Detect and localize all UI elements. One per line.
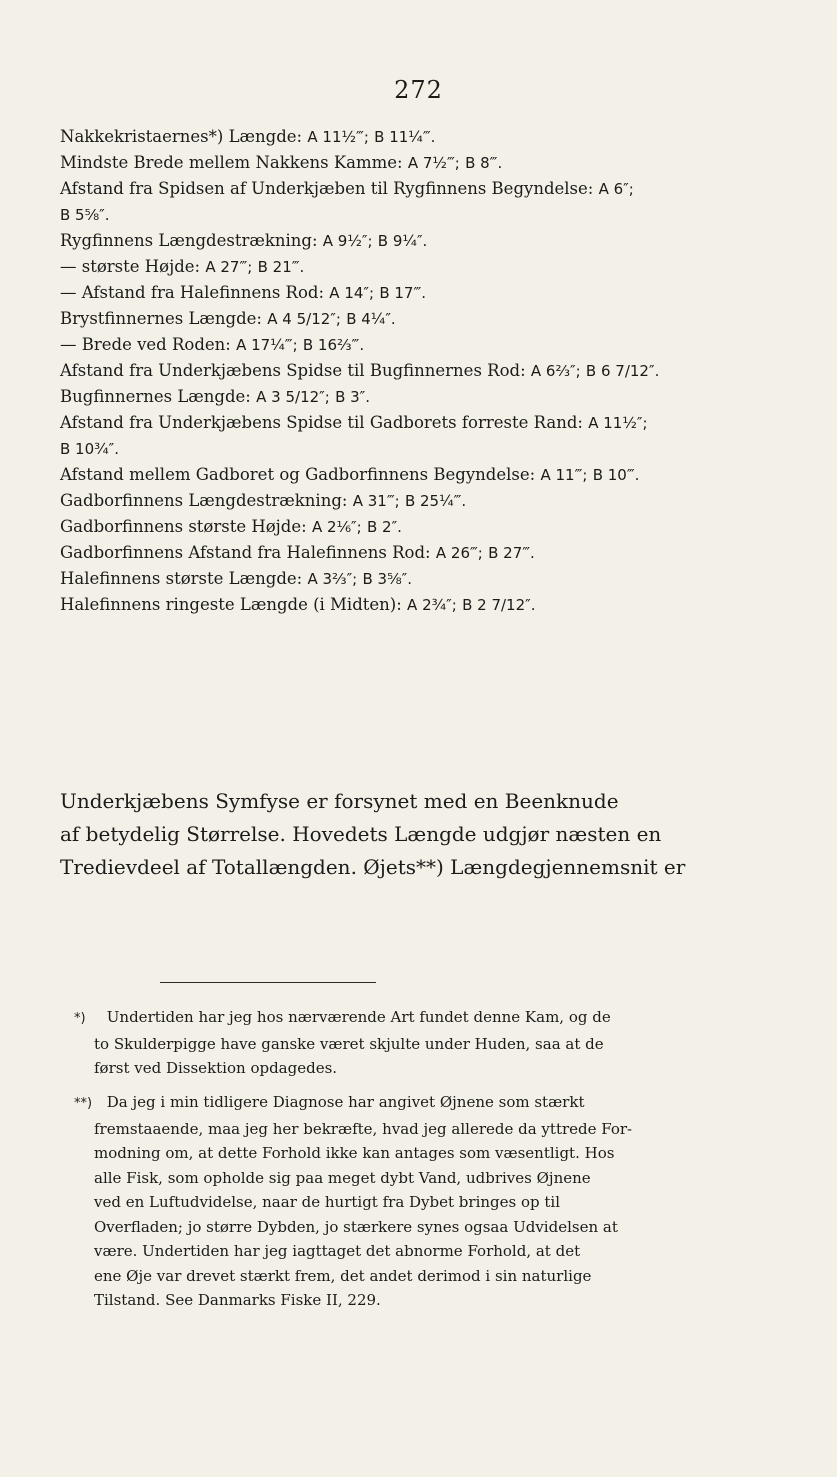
specimen-b-value: B 2″. bbox=[366, 518, 402, 536]
measurement-line bbox=[60, 514, 785, 540]
specimen-b-value: B 21‴. bbox=[257, 258, 305, 276]
measurement-line bbox=[60, 436, 785, 462]
specimen-a-value: A 11½″; bbox=[588, 414, 648, 432]
specimen-b-value: B 2 7/12″. bbox=[462, 596, 536, 614]
specimen-a-value: A 17¼‴; bbox=[236, 336, 298, 354]
specimen-a-value: A 3 5/12″; bbox=[256, 388, 330, 406]
specimen-b-value: B 16⅔‴. bbox=[302, 336, 365, 354]
measurement-label: Afstand fra Underkjæbens Spidse til Bugfinnernes Rod: bbox=[60, 361, 526, 380]
measurement-line bbox=[60, 358, 785, 384]
specimen-a-value: A 2⅙″; bbox=[311, 518, 362, 536]
specimen-b-value: B 6 7/12″. bbox=[585, 362, 660, 380]
measurement-line bbox=[60, 150, 785, 176]
specimen-b-value: B 25¼‴. bbox=[404, 492, 467, 510]
measurement-line bbox=[60, 280, 785, 306]
specimen-b-value: B 5⅝″. bbox=[60, 206, 110, 224]
specimen-b-value: B 11¼‴. bbox=[374, 128, 436, 146]
footnote-divider bbox=[160, 982, 376, 983]
specimen-b-value: B 3⅝″. bbox=[362, 570, 412, 588]
footnote-line: Da jeg i min tidligere Diagnose har angivet Øjnene som stærkt bbox=[106, 1093, 585, 1111]
specimen-a-value: A 3⅔″; bbox=[307, 570, 358, 588]
measurement-line bbox=[60, 566, 785, 592]
specimen-a-value: A 14″; bbox=[329, 284, 375, 302]
measurement-line bbox=[60, 488, 785, 514]
measurement-line bbox=[60, 410, 785, 436]
footnote-line: fremstaaende, maa jeg her bekræfte, hvad jeg allerede da yttrede For- bbox=[94, 1119, 633, 1138]
specimen-b-value: B 17‴. bbox=[379, 284, 427, 302]
measurement-line bbox=[60, 306, 785, 332]
measurements-list bbox=[60, 124, 785, 618]
footnote-line: være. Undertiden har jeg iagttaget det abnorme Forhold, at det bbox=[94, 1242, 581, 1260]
footnote-1 bbox=[74, 1005, 784, 1081]
measurement-line bbox=[60, 202, 785, 228]
specimen-a-value: A 31‴; bbox=[352, 492, 400, 510]
specimen-a-value: A 4 5/12″; bbox=[267, 310, 341, 328]
specimen-a-value: A 26‴; bbox=[435, 544, 483, 562]
measurement-label: Afstand fra Spidsen af Underkjæben til Rygfinnens Begyndelse: bbox=[60, 179, 594, 198]
footnote-line: Tilstand. See Danmarks Fiske II, 229. bbox=[94, 1291, 381, 1309]
footnote-line: modning om, at dette Forhold ikke kan antages som væsentligt. Hos bbox=[94, 1144, 615, 1162]
footnote-line: ene Øje var drevet stærkt frem, det andet derimod i sin naturlige bbox=[94, 1266, 592, 1285]
measurement-line bbox=[60, 228, 785, 254]
measurement-line bbox=[60, 462, 785, 488]
measurement-line bbox=[60, 384, 785, 410]
specimen-a-value: A 11‴; bbox=[540, 466, 588, 484]
measurement-label: Bugfinnernes Længde: bbox=[60, 387, 251, 406]
specimen-b-value: B 10‴. bbox=[592, 466, 640, 484]
measurement-label: — største Højde: bbox=[60, 257, 201, 276]
measurement-line bbox=[60, 332, 785, 358]
body-paragraph bbox=[60, 785, 785, 884]
measurement-label: Nakkekristaernes*) Længde: bbox=[60, 127, 303, 146]
measurement-label: Afstand fra Underkjæbens Spidse til Gadborets forreste Rand: bbox=[60, 413, 583, 432]
measurement-label: Gadborfinnens Afstand fra Halefinnens Rod: bbox=[60, 543, 431, 562]
measurement-label: — Brede ved Roden: bbox=[60, 335, 231, 354]
footnote-line: to Skulderpigge have ganske været skjulte under Huden, saa at de bbox=[94, 1034, 604, 1053]
body-line: af betydelig Størrelse. Hovedets Længde udgjør næsten en bbox=[60, 822, 662, 846]
measurement-line bbox=[60, 124, 785, 150]
measurement-label: Gadborfinnens Længdestrækning: bbox=[60, 491, 348, 510]
footnote-line: først ved Dissektion opdagedes. bbox=[94, 1059, 338, 1077]
measurement-line bbox=[60, 176, 785, 202]
measurement-label: Rygfinnens Længdestrækning: bbox=[60, 231, 318, 250]
specimen-b-value: B 4¼″. bbox=[346, 310, 396, 328]
specimen-a-value: A 27‴; bbox=[205, 258, 253, 276]
measurement-line bbox=[60, 254, 785, 280]
specimen-b-value: B 8‴. bbox=[465, 154, 503, 172]
footnote-line: alle Fisk, som opholde sig paa meget dybt Vand, udbrives Øjnene bbox=[94, 1168, 591, 1187]
measurement-label: Gadborfinnens største Højde: bbox=[60, 517, 307, 536]
page-number: 272 bbox=[394, 76, 443, 104]
footnote-2 bbox=[74, 1090, 784, 1313]
measurement-line bbox=[60, 592, 785, 618]
specimen-b-value: B 10¾″. bbox=[60, 440, 120, 458]
footnote-line: ved en Luftudvidelse, naar de hurtigt fra Dybet bringes op til bbox=[94, 1193, 561, 1211]
footnote-line: Overfladen; jo større Dybden, jo stærkere synes ogsaa Udvidelsen at bbox=[94, 1217, 618, 1236]
specimen-b-value: B 9¼″. bbox=[377, 232, 428, 250]
specimen-b-value: B 3″. bbox=[335, 388, 371, 406]
measurement-label: Halefinnens ringeste Længde (i Midten): bbox=[60, 595, 402, 614]
specimen-a-value: A 11½‴; bbox=[307, 128, 369, 146]
footnote-line: Undertiden har jeg hos nærværende Art fundet denne Kam, og de bbox=[106, 1008, 611, 1026]
measurement-label: Afstand mellem Gadboret og Gadborfinnens Begyndelse: bbox=[60, 465, 536, 484]
body-line: Tredievdeel af Totallængden. Øjets**) Længdegjennemsnit er bbox=[60, 855, 686, 879]
specimen-b-value: B 27‴. bbox=[488, 544, 535, 562]
measurement-label: Halefinnens største Længde: bbox=[60, 569, 303, 588]
specimen-a-value: A 7½‴; bbox=[407, 154, 460, 172]
specimen-a-value: A 2¾″; bbox=[407, 596, 457, 614]
specimen-a-value: A 6″; bbox=[598, 180, 634, 198]
measurement-line bbox=[60, 540, 785, 566]
footnote-marker: *) bbox=[74, 1011, 86, 1026]
specimen-a-value: A 6⅔″; bbox=[530, 362, 581, 380]
specimen-a-value: A 9½″; bbox=[322, 232, 373, 250]
footnote-marker: **) bbox=[74, 1096, 93, 1111]
measurement-label: Brystfinnernes Længde: bbox=[60, 309, 262, 328]
measurement-label: Mindste Brede mellem Nakkens Kamme: bbox=[60, 153, 403, 172]
measurement-label: — Afstand fra Halefinnens Rod: bbox=[60, 283, 325, 302]
body-line: Underkjæbens Symfyse er forsynet med en Beenknude bbox=[60, 789, 619, 813]
